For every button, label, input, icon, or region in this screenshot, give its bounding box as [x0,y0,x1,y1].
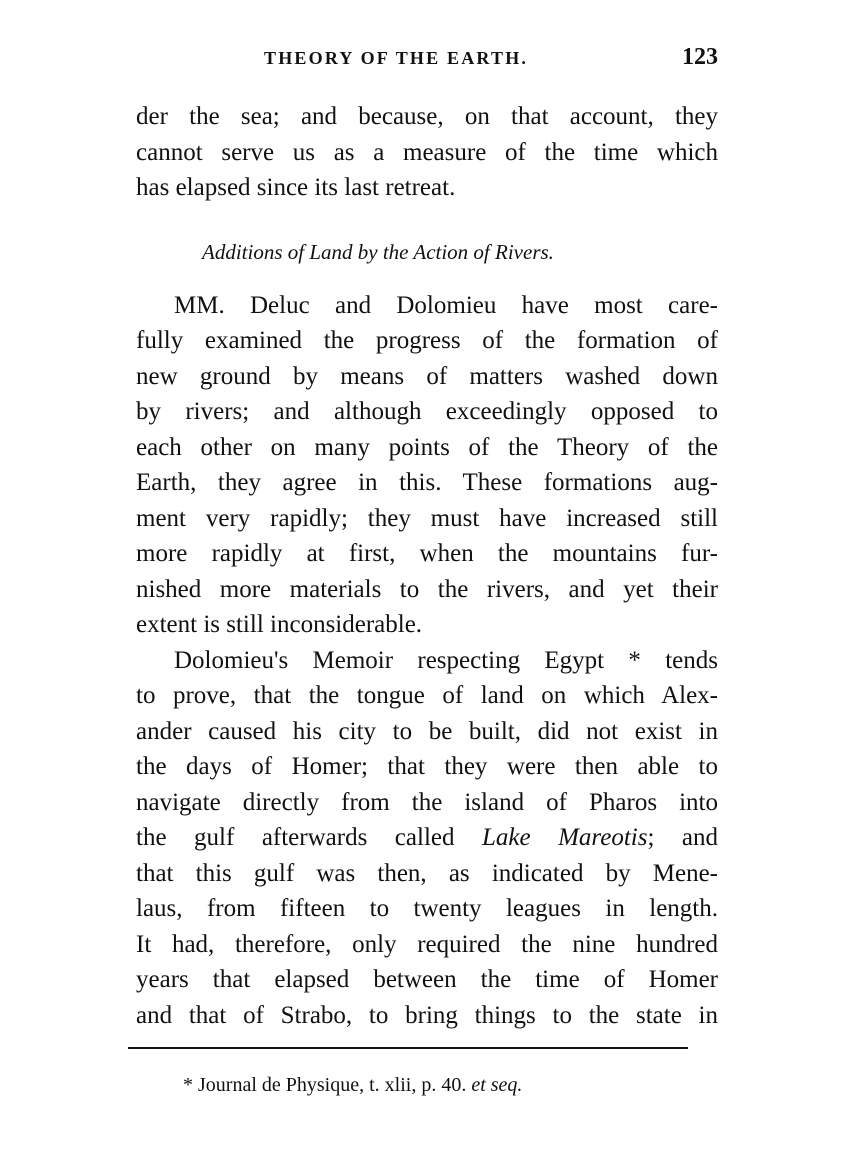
paragraph-line: years that elapsed between the time of Homer [136,966,718,993]
paragraph-line: new ground by means of matters washed down [136,363,718,390]
paragraph-line: Earth, they agree in this. These formations aug- [136,469,718,496]
paragraph-line: MM. Deluc and Dolomieu have most care- [174,292,718,319]
italic-place-name: Lake Mareotis [482,824,648,851]
paragraph-line: the days of Homer; that they were then able to [136,753,718,780]
paragraph-line: ment very rapidly; they must have increased still [136,505,718,532]
paragraph-line: more rapidly at first, when the mountains fur- [136,540,718,567]
paragraph-line: fully examined the progress of the formation of [136,327,718,354]
opening-line: has elapsed since its last retreat. [136,174,456,201]
paragraph-line: to prove, that the tongue of land on which Alex- [136,682,718,709]
paragraph-line: that this gulf was then, as indicated by Mene- [136,860,718,887]
paragraph-line: each other on many points of the Theory of the [136,434,718,461]
footnote-italic: et seq. [471,1074,523,1096]
paragraph-text: the gulf afterwards called [136,824,482,851]
section-heading: Additions of Land by the Action of Rivers. [202,240,554,264]
paragraph-line: and that of Strabo, to bring things to the state in [136,1002,718,1029]
paragraph-text: ; and [647,824,718,851]
paragraph-line: laus, from fifteen to twenty leagues in length. [136,895,718,922]
paragraph-line: extent is still inconsiderable. [136,611,423,638]
paragraph-line: nished more materials to the rivers, and yet their [136,576,718,603]
footnote-text: * Journal de Physique, t. xlii, p. 40. [183,1074,472,1096]
running-title: THEORY OF THE EARTH. [264,48,529,68]
footnote-divider [128,1047,688,1049]
running-header [136,42,718,78]
paragraph-line: navigate directly from the island of Pharos into [136,789,718,816]
opening-line: cannot serve us as a measure of the time which [136,139,718,166]
paragraph-line: by rivers; and although exceedingly opposed to [136,398,718,425]
page-number: 123 [682,44,718,70]
footnote [183,1074,522,1097]
paragraph-line: It had, therefore, only required the nine hundred [136,931,718,958]
paragraph-line: ander caused his city to be built, did not exist in [136,718,718,745]
paragraph-line-with-place-name [136,825,718,850]
opening-line: der the sea; and because, on that account, they [136,103,718,130]
paragraph-line: Dolomieu's Memoir respecting Egypt * tends [174,647,718,674]
